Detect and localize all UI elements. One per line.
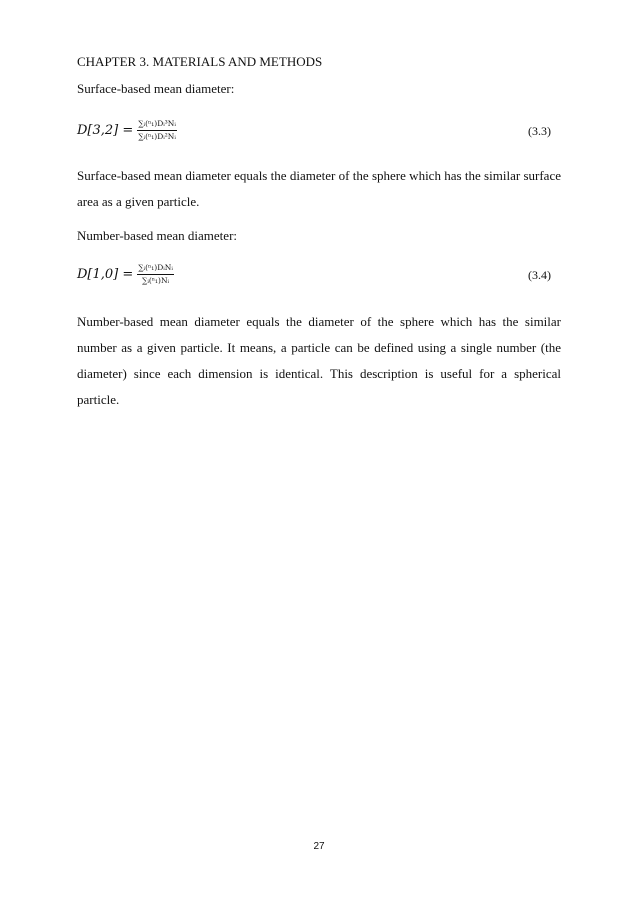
equation-numerator: ∑ᵢ(ⁿ₁)DᵢNᵢ (137, 263, 174, 275)
section-label-surface: Surface-based mean diameter: (77, 81, 235, 96)
paragraph-surface-description: Surface-based mean diameter equals the diameter of the sphere which has the similar surface area as a given particle. (77, 168, 561, 209)
paragraph-number-description: Number-based mean diameter equals the diameter of the sphere which has the similar number as a given particle. It means, a particle can be defined using a single number (the diameter) since each dimension is identical. This description is useful for a spherical particle. (77, 314, 561, 407)
equation-fraction (137, 119, 177, 142)
equation-denominator: ∑ᵢ(ⁿ₁)Nᵢ (142, 275, 170, 285)
equation-3-3 (77, 112, 177, 148)
equation-numerator: ∑ᵢ(ⁿ₁)Dᵢ³Nᵢ (137, 119, 177, 131)
equation-number-3-4: (3.4) (528, 268, 551, 282)
equation-number-3-3: (3.3) (528, 124, 551, 138)
equation-lhs: D[3,2] = (77, 122, 134, 138)
equation-3-4 (77, 256, 174, 292)
section-label-number: Number-based mean diameter: (77, 228, 238, 243)
equation-fraction (137, 263, 174, 286)
chapter-header: CHAPTER 3. MATERIALS AND METHODS (77, 54, 323, 69)
equation-lhs: D[1,0] = (77, 266, 134, 282)
page-number: 27 (313, 841, 325, 852)
equation-denominator: ∑ᵢ(ⁿ₁)Dᵢ²Nᵢ (138, 131, 176, 141)
